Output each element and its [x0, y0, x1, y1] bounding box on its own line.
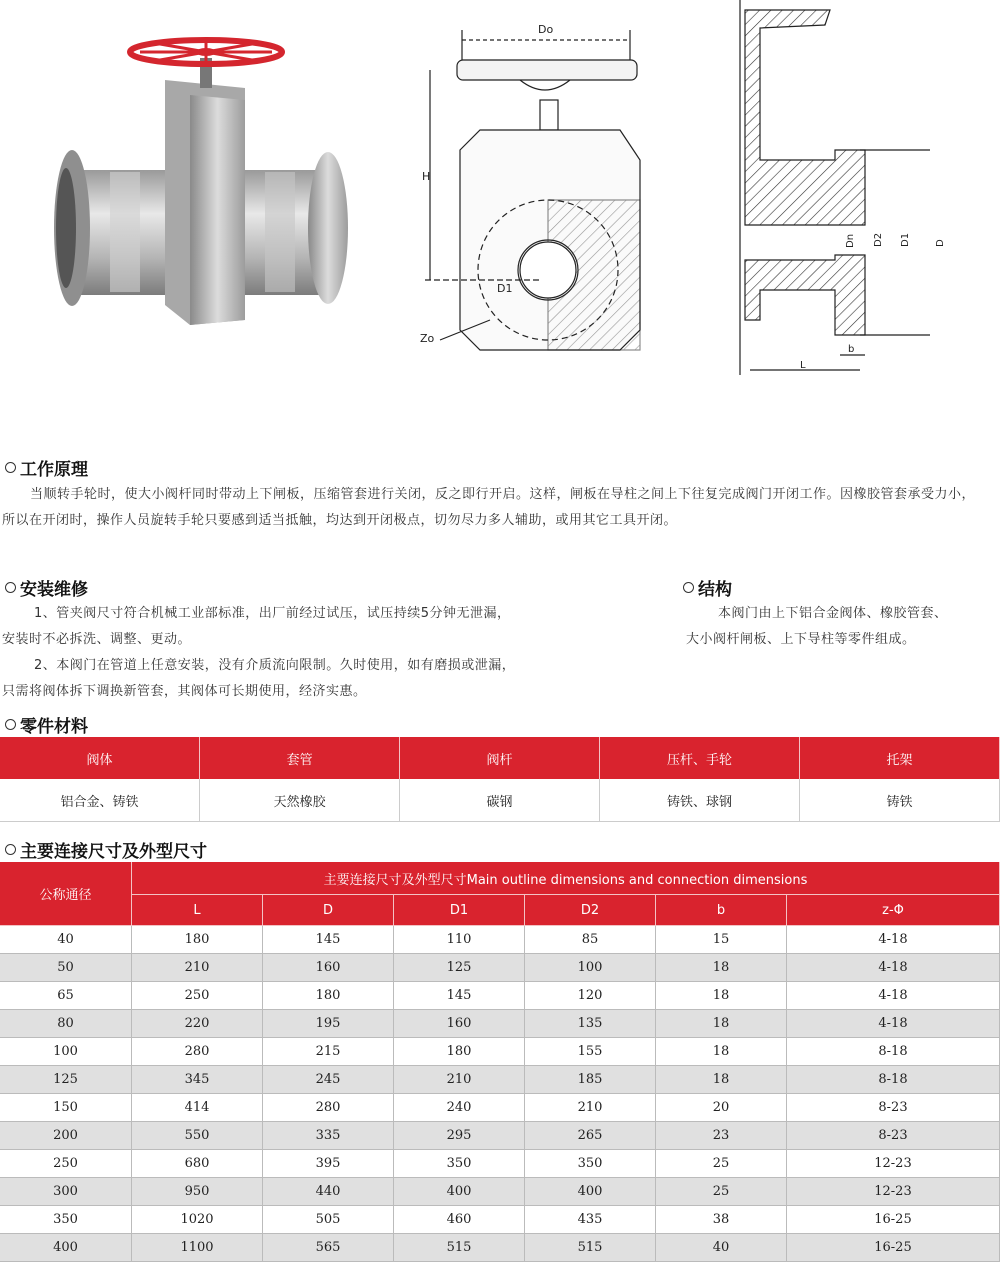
- table-cell: 155: [525, 1038, 656, 1066]
- table-cell: 18: [656, 1066, 787, 1094]
- table-row: [0, 954, 1000, 982]
- table-cell: 125: [0, 1066, 132, 1094]
- install-line: 2、本阀门在管道上任意安装，没有介质流向限制。久时使用，如有磨损或泄漏，: [34, 658, 516, 673]
- table-cell: 85: [525, 926, 656, 954]
- materials-header: 阀体: [0, 737, 200, 779]
- table-cell: 150: [0, 1094, 132, 1122]
- dn-header: 公称通径: [0, 862, 132, 926]
- materials-header: 套管: [200, 737, 400, 779]
- materials-header: 压杆、手轮: [599, 737, 799, 779]
- table-row: [0, 1234, 1000, 1262]
- table-cell: 300: [0, 1178, 132, 1206]
- table-cell: 250: [0, 1150, 132, 1178]
- structure-line: 本阀门由上下铝合金阀体、橡胶管套、: [718, 606, 948, 621]
- dimensions-table: [0, 862, 1000, 1262]
- valve-photo: [54, 40, 348, 325]
- table-cell: 400: [525, 1178, 656, 1206]
- table-cell: 18: [656, 982, 787, 1010]
- table-cell: 345: [132, 1066, 263, 1094]
- install-text: [2, 601, 642, 705]
- materials-header: 阀杆: [400, 737, 600, 779]
- table-cell: 460: [394, 1206, 525, 1234]
- table-cell: 245: [263, 1066, 394, 1094]
- table-cell: 350: [394, 1150, 525, 1178]
- table-cell: 100: [0, 1038, 132, 1066]
- table-cell: 50: [0, 954, 132, 982]
- table-cell: 435: [525, 1206, 656, 1234]
- dim-b-label: b: [848, 344, 855, 355]
- principle-title: 工作原理: [5, 455, 88, 480]
- install-line: 安装时不必拆洗、调整、更动。: [2, 632, 192, 647]
- table-cell: 25: [656, 1150, 787, 1178]
- table-cell: 515: [525, 1234, 656, 1262]
- table-cell: 210: [132, 954, 263, 982]
- bullet-circle-icon: [683, 582, 694, 593]
- table-cell: 110: [394, 926, 525, 954]
- bullet-circle-icon: [5, 844, 16, 855]
- table-cell: 145: [394, 982, 525, 1010]
- bullet-circle-icon: [5, 462, 16, 473]
- structure-title: 结构: [683, 575, 732, 600]
- table-cell: 680: [132, 1150, 263, 1178]
- table-cell: 350: [525, 1150, 656, 1178]
- table-cell: 4-18: [787, 982, 1000, 1010]
- table-cell: 400: [0, 1234, 132, 1262]
- table-cell: 23: [656, 1122, 787, 1150]
- table-cell: 18: [656, 1010, 787, 1038]
- dim-h-label: H: [422, 170, 431, 183]
- table-cell: 950: [132, 1178, 263, 1206]
- table-row: [0, 1094, 1000, 1122]
- table-cell: 8-18: [787, 1066, 1000, 1094]
- table-cell: 550: [132, 1122, 263, 1150]
- materials-table: [0, 737, 1000, 822]
- table-cell: 505: [263, 1206, 394, 1234]
- table-cell: 400: [394, 1178, 525, 1206]
- table-cell: 18: [656, 1038, 787, 1066]
- table-cell: 80: [0, 1010, 132, 1038]
- table-cell: 215: [263, 1038, 394, 1066]
- table-row: [0, 1150, 1000, 1178]
- table-cell: 210: [525, 1094, 656, 1122]
- dim-dn-label: Dn: [845, 233, 856, 248]
- col-header: b: [656, 895, 787, 926]
- bullet-circle-icon: [5, 719, 16, 730]
- table-cell: 100: [525, 954, 656, 982]
- table-cell: 280: [132, 1038, 263, 1066]
- table-cell: 12-23: [787, 1178, 1000, 1206]
- table-cell: 15: [656, 926, 787, 954]
- materials-value: 碳钢: [400, 779, 600, 822]
- dim-l-label: L: [800, 360, 806, 371]
- table-cell: 16-25: [787, 1234, 1000, 1262]
- table-cell: 395: [263, 1150, 394, 1178]
- dimensions-body: [0, 926, 1000, 1262]
- table-row: [0, 1122, 1000, 1150]
- dim-zo-label: Zo: [420, 332, 435, 345]
- table-cell: 280: [263, 1094, 394, 1122]
- materials-value: 铸铁、球钢: [599, 779, 799, 822]
- table-cell: 265: [525, 1122, 656, 1150]
- install-line: 1、管夹阀尺寸符合机械工业部标准，出厂前经过试压，试压持续5分钟无泄漏，: [34, 606, 511, 621]
- materials-value-row: [0, 779, 1000, 822]
- materials-title: 零件材料: [5, 712, 88, 737]
- table-cell: 335: [263, 1122, 394, 1150]
- materials-value: 铝合金、铸铁: [0, 779, 200, 822]
- product-figures: [0, 0, 1000, 400]
- table-cell: 8-23: [787, 1122, 1000, 1150]
- table-cell: 40: [0, 926, 132, 954]
- dimensions-header-row: [0, 862, 1000, 895]
- table-cell: 195: [263, 1010, 394, 1038]
- table-cell: 200: [0, 1122, 132, 1150]
- table-cell: 160: [394, 1010, 525, 1038]
- table-cell: 180: [263, 982, 394, 1010]
- table-cell: 38: [656, 1206, 787, 1234]
- col-header: L: [132, 895, 263, 926]
- materials-value: 铸铁: [800, 779, 1000, 822]
- table-row: [0, 1178, 1000, 1206]
- table-cell: 12-23: [787, 1150, 1000, 1178]
- table-cell: 16-25: [787, 1206, 1000, 1234]
- table-cell: 135: [525, 1010, 656, 1038]
- table-cell: 65: [0, 982, 132, 1010]
- table-cell: 565: [263, 1234, 394, 1262]
- table-cell: 4-18: [787, 954, 1000, 982]
- structure-line: 大小阀杆闸板、上下导柱等零件组成。: [686, 632, 916, 647]
- table-cell: 8-18: [787, 1038, 1000, 1066]
- table-cell: 120: [525, 982, 656, 1010]
- table-cell: 18: [656, 954, 787, 982]
- table-row: [0, 1038, 1000, 1066]
- table-cell: 414: [132, 1094, 263, 1122]
- dim-d2-label: D2: [873, 232, 884, 247]
- install-line: 只需将阀体拆下调换新管套，其阀体可长期使用，经济实惠。: [2, 684, 367, 699]
- table-cell: 350: [0, 1206, 132, 1234]
- table-row: [0, 1066, 1000, 1094]
- table-cell: 25: [656, 1178, 787, 1206]
- dimensions-title: 主要连接尺寸及外型尺寸: [5, 837, 207, 862]
- table-cell: 8-23: [787, 1094, 1000, 1122]
- front-drawing: [425, 30, 640, 350]
- dim-d1b-label: D1: [900, 232, 911, 247]
- table-cell: 240: [394, 1094, 525, 1122]
- table-cell: 145: [263, 926, 394, 954]
- materials-header-row: [0, 737, 1000, 779]
- col-header: D2: [525, 895, 656, 926]
- dim-d-label: D: [935, 239, 946, 247]
- table-cell: 220: [132, 1010, 263, 1038]
- col-header: D: [263, 895, 394, 926]
- table-cell: 440: [263, 1178, 394, 1206]
- table-cell: 210: [394, 1066, 525, 1094]
- table-cell: 4-18: [787, 926, 1000, 954]
- table-cell: 1020: [132, 1206, 263, 1234]
- table-cell: 40: [656, 1234, 787, 1262]
- dimensions-subheader-row: [0, 895, 1000, 926]
- table-row: [0, 1206, 1000, 1234]
- table-cell: 515: [394, 1234, 525, 1262]
- table-cell: 295: [394, 1122, 525, 1150]
- table-row: [0, 982, 1000, 1010]
- install-title: 安装维修: [5, 575, 88, 600]
- table-cell: 250: [132, 982, 263, 1010]
- principle-text: 当顺转手轮时，使大小阀杆同时带动上下闸板，压缩管套进行关闭，反之即行开启。这样，闸板在导柱之间上下往复完成阀门开闭工作。因橡胶管套承受力小，所以在开闭时，操作人员旋转手轮只要感到适当抵触，均达到开闭极点，切勿尽力多人辅助，或用其它工具开闭。: [2, 487, 976, 528]
- dim-do-label: Do: [538, 23, 554, 36]
- materials-value: 天然橡胶: [200, 779, 400, 822]
- table-cell: 20: [656, 1094, 787, 1122]
- structure-text: [686, 601, 986, 653]
- col-header: D1: [394, 895, 525, 926]
- table-cell: 185: [525, 1066, 656, 1094]
- table-cell: 1100: [132, 1234, 263, 1262]
- table-row: [0, 1010, 1000, 1038]
- table-cell: 4-18: [787, 1010, 1000, 1038]
- dim-d1-label: D1: [497, 282, 513, 295]
- table-cell: 180: [132, 926, 263, 954]
- col-header: z-Φ: [787, 895, 1000, 926]
- table-cell: 125: [394, 954, 525, 982]
- materials-header: 托架: [800, 737, 1000, 779]
- bullet-circle-icon: [5, 582, 16, 593]
- table-cell: 180: [394, 1038, 525, 1066]
- table-cell: 160: [263, 954, 394, 982]
- group-header: 主要连接尺寸及外型尺寸Main outline dimensions and connection dimensions: [132, 862, 1000, 895]
- table-row: [0, 926, 1000, 954]
- side-drawing: [740, 0, 930, 375]
